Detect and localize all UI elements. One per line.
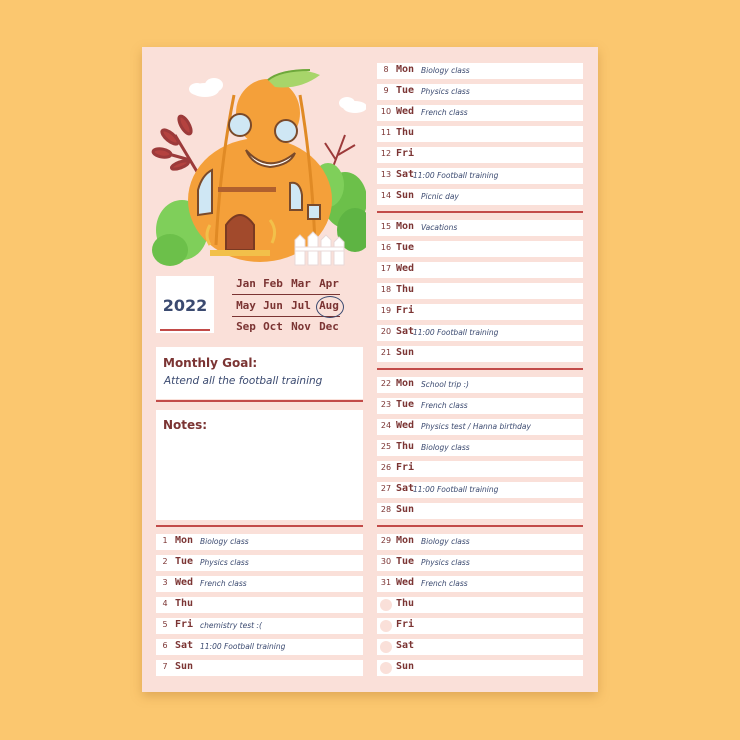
day-name: Wed bbox=[396, 420, 415, 431]
day-number: 5 bbox=[162, 620, 168, 629]
year-box bbox=[156, 276, 214, 333]
day-number: 15 bbox=[380, 222, 392, 231]
day-name: Sat bbox=[396, 483, 415, 494]
day-name: Thu bbox=[396, 598, 415, 609]
day-row[interactable] bbox=[377, 377, 583, 393]
day-event: 11:00 Football training bbox=[413, 485, 499, 494]
day-name: Fri bbox=[396, 305, 415, 316]
notes-box[interactable] bbox=[156, 410, 363, 520]
day-number: 16 bbox=[380, 243, 392, 252]
month-jun[interactable]: Jun bbox=[263, 299, 283, 312]
day-row[interactable] bbox=[377, 419, 583, 435]
pumpkin-house-illustration bbox=[150, 65, 366, 267]
pumpkin-house-icon bbox=[188, 70, 332, 262]
day-number: 14 bbox=[380, 191, 392, 200]
day-number: 6 bbox=[162, 641, 168, 650]
day-event: Physics class bbox=[421, 558, 470, 567]
day-name: Fri bbox=[396, 619, 415, 630]
day-event: French class bbox=[421, 579, 468, 588]
year-label: 2022 bbox=[162, 296, 208, 315]
day-number: 21 bbox=[380, 348, 392, 357]
day-number: 17 bbox=[380, 264, 392, 273]
day-number: 18 bbox=[380, 285, 392, 294]
day-number: 13 bbox=[380, 170, 392, 179]
day-row[interactable] bbox=[377, 639, 583, 655]
month-aug[interactable]: Aug bbox=[319, 299, 339, 312]
day-number: 23 bbox=[380, 400, 392, 409]
day-name: Wed bbox=[396, 263, 415, 274]
empty-day-circle-icon bbox=[380, 662, 392, 674]
day-event: Biology class bbox=[421, 66, 470, 75]
day-name: Tue bbox=[396, 399, 415, 410]
cloud-icon bbox=[189, 78, 223, 97]
week-divider bbox=[377, 211, 583, 213]
day-number: 8 bbox=[383, 65, 389, 74]
day-name: Sat bbox=[396, 640, 415, 651]
day-row[interactable] bbox=[377, 84, 583, 100]
day-name: Sat bbox=[396, 169, 415, 180]
day-row[interactable] bbox=[156, 555, 363, 571]
day-number: 29 bbox=[380, 536, 392, 545]
day-row[interactable] bbox=[377, 63, 583, 79]
day-number: 20 bbox=[380, 327, 392, 336]
day-name: Tue bbox=[175, 556, 194, 567]
day-name: Tue bbox=[396, 556, 415, 567]
day-row[interactable] bbox=[377, 126, 583, 142]
day-number: 1 bbox=[162, 536, 168, 545]
month-jul[interactable]: Jul bbox=[291, 299, 311, 312]
year-underline bbox=[160, 329, 210, 331]
day-name: Thu bbox=[175, 598, 194, 609]
month-divider bbox=[232, 294, 340, 295]
day-row[interactable] bbox=[377, 482, 583, 498]
day-row[interactable] bbox=[156, 660, 363, 676]
notes-title: Notes: bbox=[163, 418, 208, 432]
empty-day-circle-icon bbox=[380, 620, 392, 632]
month-dec[interactable]: Dec bbox=[319, 320, 339, 333]
day-name: Mon bbox=[175, 535, 194, 546]
day-name: Sun bbox=[396, 347, 415, 358]
day-number: 19 bbox=[380, 306, 392, 315]
day-event: Biology class bbox=[421, 443, 470, 452]
cloud-icon bbox=[339, 97, 366, 113]
day-row[interactable] bbox=[377, 597, 583, 613]
day-name: Sat bbox=[175, 640, 194, 651]
day-number: 31 bbox=[380, 578, 392, 587]
day-number: 27 bbox=[380, 484, 392, 493]
day-row[interactable] bbox=[377, 189, 583, 205]
day-number: 25 bbox=[380, 442, 392, 451]
day-number: 30 bbox=[380, 557, 392, 566]
day-event: School trip :) bbox=[421, 380, 469, 389]
day-row[interactable] bbox=[377, 618, 583, 634]
day-row[interactable] bbox=[377, 147, 583, 163]
day-row[interactable] bbox=[377, 346, 583, 362]
day-number: 26 bbox=[380, 463, 392, 472]
day-name: Thu bbox=[396, 127, 415, 138]
day-event: French class bbox=[421, 401, 468, 410]
section-divider bbox=[156, 400, 363, 402]
day-row[interactable] bbox=[377, 283, 583, 299]
day-name: Mon bbox=[396, 64, 415, 75]
month-may[interactable]: May bbox=[236, 299, 256, 312]
day-name: Wed bbox=[175, 577, 194, 588]
day-number: 3 bbox=[162, 578, 168, 587]
day-name: Tue bbox=[396, 242, 415, 253]
day-row[interactable] bbox=[156, 639, 363, 655]
day-name: Fri bbox=[396, 148, 415, 159]
monthly-goal-box bbox=[156, 347, 363, 399]
day-number: 24 bbox=[380, 421, 392, 430]
day-name: Fri bbox=[175, 619, 194, 630]
selected-month-circle-icon bbox=[316, 296, 344, 318]
day-row[interactable] bbox=[377, 304, 583, 320]
day-row[interactable] bbox=[377, 241, 583, 257]
empty-day-circle-icon bbox=[380, 599, 392, 611]
day-number: 11 bbox=[380, 128, 392, 137]
day-event: Physics class bbox=[200, 558, 249, 567]
day-name: Wed bbox=[396, 106, 415, 117]
day-row[interactable] bbox=[156, 576, 363, 592]
day-row[interactable] bbox=[377, 576, 583, 592]
day-number: 4 bbox=[162, 599, 168, 608]
day-row[interactable] bbox=[377, 262, 583, 278]
day-event: Picnic day bbox=[421, 192, 459, 201]
week-divider bbox=[377, 368, 583, 370]
fence-icon bbox=[295, 232, 344, 265]
month-feb[interactable]: Feb bbox=[263, 277, 283, 290]
day-number: 10 bbox=[380, 107, 392, 116]
day-row[interactable] bbox=[377, 461, 583, 477]
month-nov[interactable]: Nov bbox=[291, 320, 311, 333]
day-event: Biology class bbox=[200, 537, 249, 546]
day-row[interactable] bbox=[377, 503, 583, 519]
day-row[interactable] bbox=[156, 618, 363, 634]
week-divider bbox=[377, 525, 583, 527]
month-sep[interactable]: Sep bbox=[236, 320, 256, 333]
day-event: Vacations bbox=[421, 223, 458, 232]
section-divider bbox=[156, 525, 363, 527]
day-event: Physics class bbox=[421, 87, 470, 96]
day-name: Sun bbox=[396, 661, 415, 672]
monthly-goal-text[interactable]: Attend all the football training bbox=[164, 375, 323, 387]
day-number: 2 bbox=[162, 557, 168, 566]
day-event: French class bbox=[421, 108, 468, 117]
day-event: 11:00 Football training bbox=[200, 642, 286, 651]
day-event: 11:00 Football training bbox=[413, 171, 499, 180]
day-number: 22 bbox=[380, 379, 392, 388]
day-row[interactable] bbox=[377, 168, 583, 184]
day-name: Sun bbox=[396, 190, 415, 201]
empty-day-circle-icon bbox=[380, 641, 392, 653]
day-event: chemistry test :( bbox=[200, 621, 262, 630]
monthly-goal-title: Monthly Goal: bbox=[163, 356, 258, 370]
day-event: 11:00 Football training bbox=[413, 328, 499, 337]
day-event: Physics test / Hanna birthday bbox=[421, 422, 531, 431]
planner-sheet bbox=[142, 47, 598, 692]
day-event: Biology class bbox=[421, 537, 470, 546]
day-number: 12 bbox=[380, 149, 392, 158]
day-row[interactable] bbox=[377, 325, 583, 341]
day-name: Tue bbox=[396, 85, 415, 96]
day-row[interactable] bbox=[377, 105, 583, 121]
day-name: Mon bbox=[396, 221, 415, 232]
day-row[interactable] bbox=[377, 660, 583, 676]
day-name: Fri bbox=[396, 462, 415, 473]
day-row[interactable] bbox=[377, 398, 583, 414]
day-number: 28 bbox=[380, 505, 392, 514]
month-apr[interactable]: Apr bbox=[319, 277, 339, 290]
day-row[interactable] bbox=[377, 534, 583, 550]
month-oct[interactable]: Oct bbox=[263, 320, 283, 333]
day-row[interactable] bbox=[377, 440, 583, 456]
day-name: Mon bbox=[396, 535, 415, 546]
month-row bbox=[232, 320, 352, 340]
day-name: Thu bbox=[396, 441, 415, 452]
day-name: Sun bbox=[175, 661, 194, 672]
day-name: Sat bbox=[396, 326, 415, 337]
day-name: Thu bbox=[396, 284, 415, 295]
day-row[interactable] bbox=[156, 534, 363, 550]
day-event: French class bbox=[200, 579, 247, 588]
day-name: Mon bbox=[396, 378, 415, 389]
month-mar[interactable]: Mar bbox=[291, 277, 311, 290]
day-row[interactable] bbox=[377, 555, 583, 571]
day-name: Wed bbox=[396, 577, 415, 588]
day-row[interactable] bbox=[377, 220, 583, 236]
day-row[interactable] bbox=[156, 597, 363, 613]
day-name: Sun bbox=[396, 504, 415, 515]
day-number: 7 bbox=[162, 662, 168, 671]
month-jan[interactable]: Jan bbox=[236, 277, 256, 290]
day-number: 9 bbox=[383, 86, 389, 95]
